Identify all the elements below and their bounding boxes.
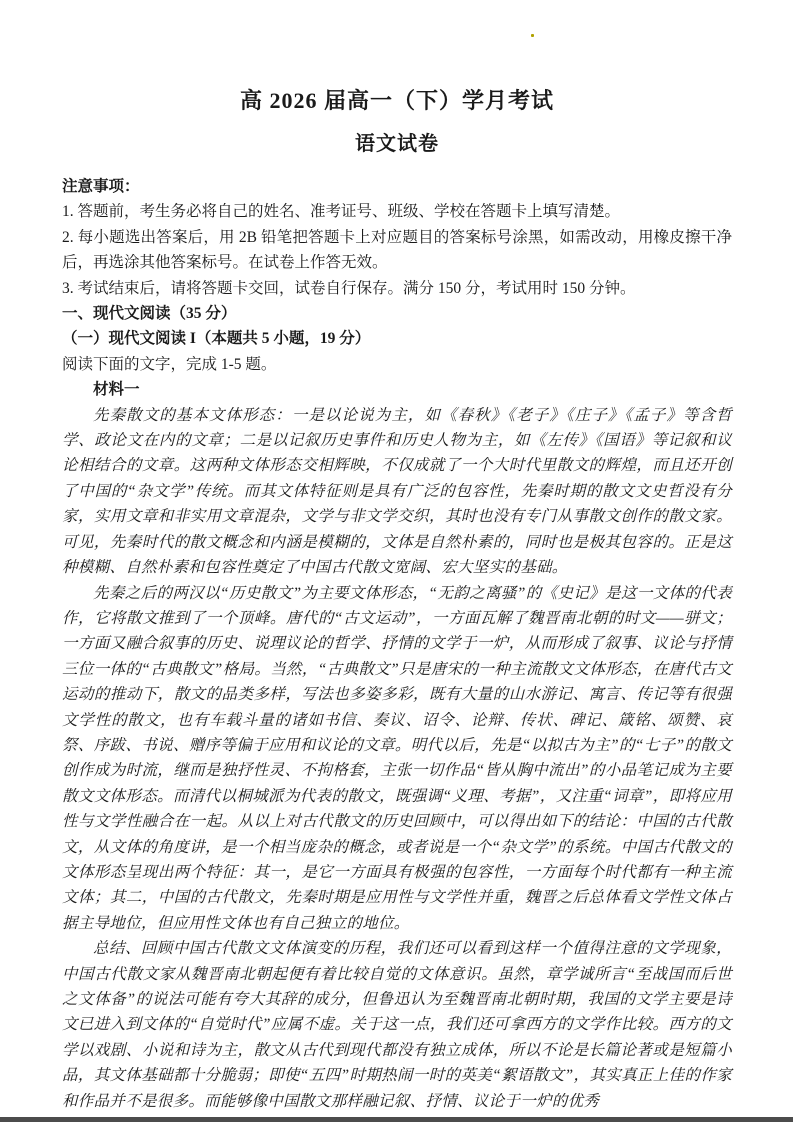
material-paragraph-2: 先秦之后的两汉以“历史散文”为主要文体形态，“无韵之离骚”的《史记》是这一文体的代表作，它将散文推到了一个顶峰。唐代的“古文运动”，一方面瓦解了魏晋南北朝的时文——骈文；一方面又融合叙事的历史、说理议论的哲学、抒情的文学于一炉，从而形成了叙事、议论与抒情三位一体的“古典散文”格局。当然，“古典散文”只是唐宋的一种主流散文文体形态，在唐代古文运动的推动下，散文的品类多样，写法也多姿多彩，既有大量的山水游记、寓言、传记等有很强文学性的散文，也有车载斗量的诸如书信、奏议、诏令、论辩、传状、碑记、箴铭、颂赞、哀祭、序跋、书说、赠序等偏于应用和议论的文章。明代以后，先是“以拟古为主”的“七子”的散文创作成为时流，继而是独抒性灵、不拘格套，主张一切作品“皆从胸中流出”的小品笔记成为主要散文文体形态。而清代以桐城派为代表的散文，既强调“义理、考据”，又注重“词章”，即将应用性与文学性融合在一起。从以上对古代散文的历史回顾中，可以得出如下的结论：中国的古代散文，从文体的角度讲，是一个相当庞杂的概念，或者说是一个“杂文学”的系统。中国古代散文的文体形态呈现出两个特征：其一，是它一方面具有极强的包容性，一方面每个时代都有一种主流文体；其二，中国的古代散文，先秦时期是应用性与文学性并重，魏晋之后总体看文学性文体占据主导地位，但应用性文体也有自己独立的地位。 bbox=[62, 584, 732, 932]
section-heading: 一、现代文阅读（35 分） bbox=[62, 305, 237, 323]
modern-text-reading-section bbox=[62, 301, 732, 1114]
scan-speck-artifact bbox=[531, 34, 534, 37]
material-one-label: 材料一 bbox=[93, 381, 140, 399]
exam-title: 高 2026 届高一（下）学月考试 bbox=[239, 88, 554, 113]
material-paragraph-3: 总结、回顾中国古代散文文体演变的历程，我们还可以看到这样一个值得注意的文学现象，中国古代散文家从魏晋南北朝起便有着比较自觉的文体意识。虽然，章学诚所言“至战国而后世之文体备”的说法可能有夸大其辞的成分，但鲁迅认为至魏晋南北朝时期，我国的文学主要是诗文已进入到文体的“自觉时代”应属不虚。关于这一点，我们还可拿西方的文学作比较。西方的文学以戏剧、小说和诗为主，散文从古代到现代都没有独立成体，所以不论是长篇论著或是短篇小品，其文体基础都十分脆弱；即使“五四”时期热闹一时的英美“絮语散文”，其实真正上佳的作家和作品并不是很多。而能够像中国散文那样融记叙、抒情、议论于一炉的优秀 bbox=[62, 940, 732, 1110]
notice-section bbox=[62, 174, 732, 301]
page-bottom-edge bbox=[0, 1117, 793, 1122]
notice-heading: 注意事项： bbox=[62, 178, 140, 195]
notice-item-1: 1. 答题前，考生务必将自己的姓名、准考证号、班级、学校在答题卡上填写清楚。 bbox=[62, 203, 621, 221]
exam-subject-title: 语文试卷 bbox=[355, 133, 439, 155]
notice-item-2: 2. 每小题选出答案后，用 2B 铅笔把答题卡上对应题目的答案标号涂黑，如需改动，用橡皮擦干净后，再选涂其他答案标号。在试卷上作答无效。 bbox=[62, 228, 732, 272]
material-paragraph-1: 先秦散文的基本文体形态：一是以论说为主，如《春秋》《老子》《庄子》《孟子》等含哲学、政论文在内的文章；二是以记叙历史事件和历史人物为主，如《左传》《国语》等记叙和议论相结合的文章。这两种文体形态交相辉映，不仅成就了一个大时代里散文的辉煌，而且还开创了中国的“杂文学”传统。而其文体特征则是具有广泛的包容性，先秦时期的散文文史哲没有分家，实用文章和非实用文章混杂，文学与非文学交织，其时也没有专门从事散文创作的散文家。可见，先秦时代的散文概念和内涵是模糊的，文体是自然朴素的，同时也是极其包容的。正是这种模糊、自然朴素和包容性奠定了中国古代散文宽阔、宏大坚实的基础。 bbox=[62, 406, 732, 577]
reading-instruction: 阅读下面的文字，完成 1-5 题。 bbox=[62, 355, 277, 373]
notice-item-3: 3. 考试结束后，请将答题卡交回，试卷自行保存。满分 150 分，考试用时 150 分钟。 bbox=[62, 279, 636, 297]
subsection-heading: （一）现代文阅读 I（本题共 5 小题，19 分） bbox=[62, 330, 371, 348]
